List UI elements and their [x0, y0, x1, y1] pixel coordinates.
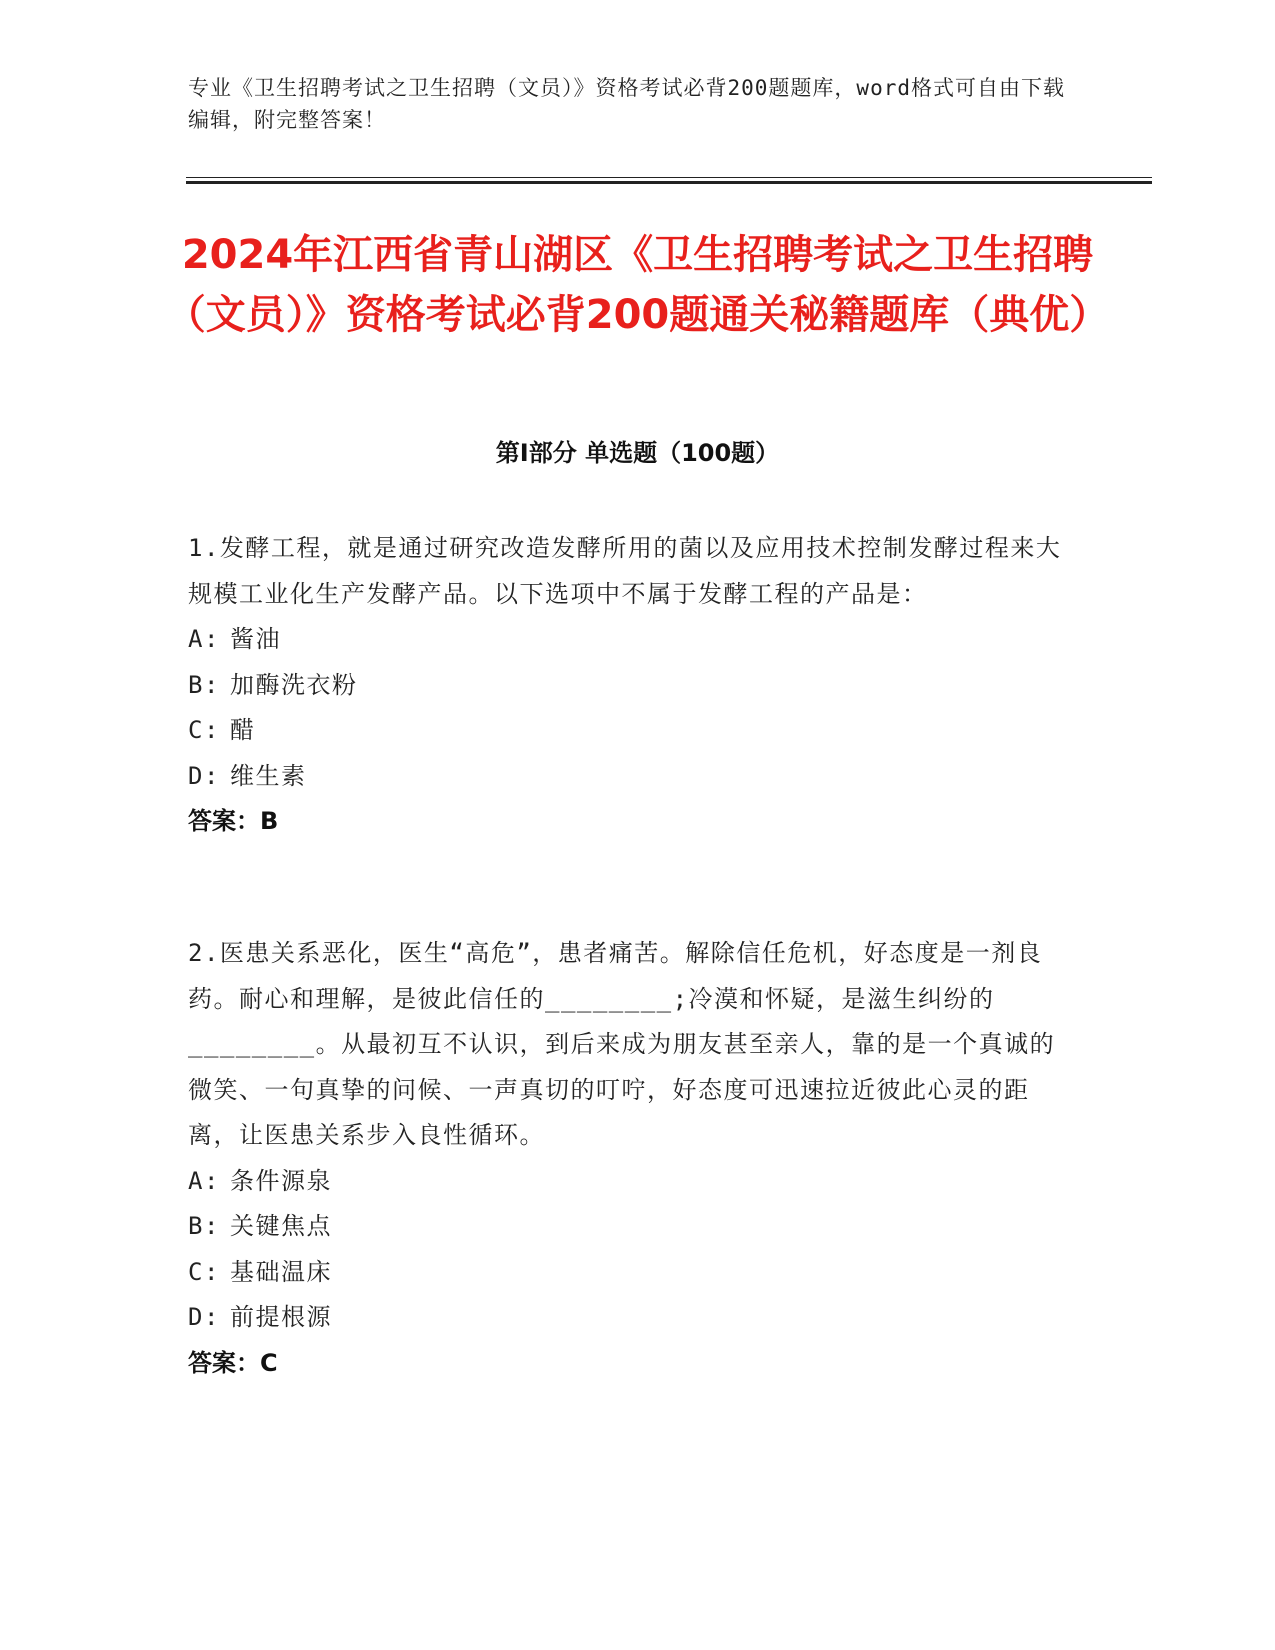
- option-b: [188, 1204, 1068, 1250]
- answer: 答案：B: [188, 807, 279, 835]
- option-key: C:: [188, 1257, 220, 1286]
- header-divider-thick: [186, 181, 1152, 184]
- option-text: 加酶洗衣粉: [230, 670, 358, 699]
- option-text: 维生素: [230, 761, 307, 790]
- option-text: 条件源泉: [230, 1166, 332, 1195]
- option-d: [188, 1295, 1068, 1341]
- option-key: B:: [188, 1212, 220, 1240]
- option-d: [188, 754, 1068, 800]
- option-key: A:: [188, 625, 220, 653]
- section-heading: 第I部分 单选题（100题）: [495, 439, 780, 467]
- option-c: [188, 1250, 1068, 1296]
- answer: 答案：C: [188, 1348, 278, 1377]
- document-title: 2024年江西省青山湖区《卫生招聘考试之卫生招聘（文员）》资格考试必背200题通关秘籍题库（典优）: [165, 232, 1110, 338]
- option-key: A:: [188, 1166, 220, 1195]
- question-1: [188, 526, 1068, 845]
- question-2: [188, 931, 1068, 1386]
- option-key: D:: [188, 1303, 220, 1331]
- option-text: 前提根源: [230, 1303, 332, 1331]
- option-text: 醋: [230, 716, 256, 744]
- question-stem: 1.发酵工程，就是通过研究改造发酵所用的菌以及应用技术控制发酵过程来大规模工业化生产发酵产品。以下选项中不属于发酵工程的产品是：: [188, 534, 1062, 608]
- option-key: D:: [188, 761, 220, 790]
- question-stem: 2.医患关系恶化，医生“高危”，患者痛苦。解除信任危机，好态度是一剂良药。耐心和理解，是彼此信任的________;冷漠和怀疑，是滋生纠纷的________。从最初互不认识，到后来成为朋友甚至亲人，靠的是一个真诚的微笑、一句真挚的问候、一声真切的叮咛，好态度可迅速拉近彼此心灵的距离，让医患关系步入良性循环。: [188, 939, 1056, 1149]
- option-a: [188, 617, 1068, 663]
- option-c: [188, 708, 1068, 754]
- option-text: 基础温床: [230, 1257, 332, 1286]
- option-key: C:: [188, 716, 220, 744]
- option-text: 酱油: [230, 625, 281, 653]
- option-a: [188, 1159, 1068, 1205]
- option-b: [188, 663, 1068, 709]
- option-text: 关键焦点: [230, 1212, 332, 1240]
- option-key: B:: [188, 670, 220, 699]
- header-note: 专业《卫生招聘考试之卫生招聘（文员）》资格考试必背200题题库，word格式可自由下载编辑，附完整答案！: [188, 76, 1065, 132]
- header-divider-thin: [186, 177, 1152, 178]
